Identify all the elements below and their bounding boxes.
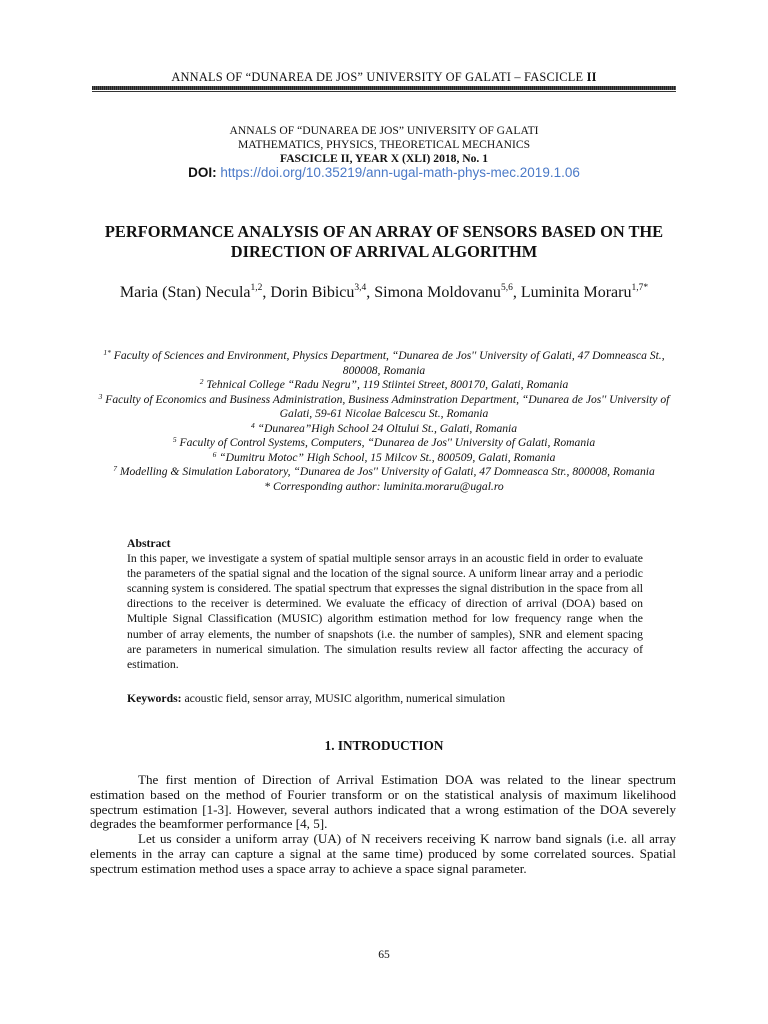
journal-name: ANNALS OF “DUNAREA DE JOS” UNIVERSITY OF GALATI (229, 124, 539, 137)
author (120, 284, 270, 301)
paper-title: PERFORMANCE ANALYSIS OF AN ARRAY OF SENSORS BASED ON THE DIRECTION OF ARRIVAL ALGORITHM (104, 222, 664, 261)
author-affiliation-marker: 5,6 (500, 283, 513, 293)
author (521, 284, 648, 301)
running-head (0, 70, 768, 85)
journal-issue: FASCICLE II, YEAR X (XLI) 2018, No. 1 (279, 152, 489, 165)
author-affiliation-marker: 1,2 (250, 283, 263, 293)
affiliation-text: Faculty of Control Systems, Computers, “Dunarea de Jos'' University of Galati, Romania (176, 436, 596, 449)
abstract-block (127, 536, 643, 672)
affiliation-text: Faculty of Sciences and Environment, Physics Department, “Dunarea de Jos'' University of Galati, 47 Domneasca St., 800008, Romania (110, 349, 665, 377)
doi-label: DOI: (188, 165, 221, 180)
keywords (127, 691, 643, 706)
affiliation-item (92, 378, 676, 393)
keywords-text: acoustic field, sensor array, MUSIC algorithm, numerical simulation (181, 692, 506, 705)
affiliation-item (92, 436, 676, 451)
intro-paragraph: Let us consider a uniform array (UA) of N receivers receiving K narrow band signals (i.e. all array elements in the array can capture a signal at the same time) produced by some correlated sources. Spatial spectrum estimation method uses a space array to achieve a space signal parameter. (90, 831, 676, 876)
journal-series: MATHEMATICS, PHYSICS, THEORETICAL MECHANICS (237, 138, 531, 151)
section-heading-introduction: 1. INTRODUCTION (324, 738, 444, 753)
author-separator: , (366, 284, 375, 301)
affiliation-marker: 5 (172, 435, 177, 444)
affiliation-marker: 7 (113, 464, 117, 473)
keywords-label: Keywords: (127, 692, 182, 705)
affiliation-text: Modelling & Simulation Laboratory, “Dunarea de Jos'' University of Galati, 47 Domneasca Str., 800008, Romania (116, 465, 655, 478)
affiliation-item (92, 465, 676, 480)
affiliation-item (92, 422, 676, 437)
affiliation-text: “Dunarea”High School 24 Oltului St., Galati, Romania (254, 421, 518, 435)
affiliation-marker: 4 (250, 420, 255, 430)
header-rule-thick (92, 86, 676, 90)
affiliation-list (92, 349, 676, 494)
abstract-body: In this paper, we investigate a system of spatial multiple sensor arrays in an acoustic field in order to evaluate the parameters of the spatial signal and the location of the signal source. A uniform linear array and a periodic scanning system is considered. The spatial spectrum that expresses the signal distribution in the space from all directions to the receiver is determined. We evaluate the efficacy of direction of arrival (DOA) based on Multiple Signal Classification (MUSIC) algorithm estimation method for low frequency range when the number of array elements, the number of snapshots (i.e. the number of samples), SNR and element spacing are parameters in numerical simulation. The simulation results review all factor affecting the accuracy of estimation. (127, 552, 643, 671)
affiliation-marker: 3 (98, 391, 103, 401)
affiliation-text: “Dumitru Motoc” High School, 15 Milcov St., 800509, Galati, Romania (216, 450, 556, 464)
author-separator: , (512, 284, 521, 301)
affiliation-item (92, 451, 676, 466)
affiliation-text: Faculty of Economics and Business Administration, Business Adminstration Department, “Dunarea de Jos'' University of Galati, 59-61 Nicolae Balcescu St., Romania (102, 392, 670, 420)
author-affiliation-marker: 1,7* (631, 283, 649, 293)
running-head-text: ANNALS OF “DUNAREA DE JOS” UNIVERSITY OF GALATI – FASCICLE (171, 70, 587, 84)
author-name: Simona Moldovanu (374, 284, 501, 301)
affiliation-marker: 1* (103, 348, 111, 357)
affiliation-text: * Corresponding author: luminita.moraru@ugal.ro (264, 479, 504, 493)
page-number: 65 (378, 948, 390, 961)
running-head-fascicle: II (586, 70, 597, 84)
affiliation-item (92, 393, 676, 422)
author-name: Luminita Moraru (520, 284, 632, 301)
affiliation-item (92, 349, 676, 378)
affiliation-text: Tehnical College “Radu Negru”, 119 Stiintei Street, 800170, Galati, Romania (203, 378, 569, 391)
affiliation-marker: 6 (212, 449, 217, 459)
author-affiliation-marker: 3,4 (354, 283, 367, 293)
author-name: Dorin Bibicu (270, 284, 355, 301)
intro-paragraph: The first mention of Direction of Arrival Estimation DOA was related to the linear spectrum estimation based on the method of Fourier transform or on the statistical analysis of maximum likelihood spectrum estimation [1-3]. However, several authors indicated that a wrong estimation of the DOA severely degrades the beamformer performance [4, 5]. (90, 772, 676, 832)
doi-line (0, 165, 768, 180)
author (270, 284, 374, 301)
header-rule-thin (92, 91, 676, 92)
introduction-body (90, 773, 676, 877)
affiliation-item (92, 480, 676, 495)
author-name: Maria (Stan) Necula (119, 284, 251, 301)
doi-link[interactable]: https://doi.org/10.35219/ann-ugal-math-phys-mec.2019.1.06 (220, 165, 580, 180)
author-separator: , (262, 284, 271, 301)
affiliation-marker: 2 (199, 377, 204, 386)
abstract-heading: Abstract (127, 537, 171, 550)
author (374, 284, 521, 301)
author-list (100, 282, 668, 304)
